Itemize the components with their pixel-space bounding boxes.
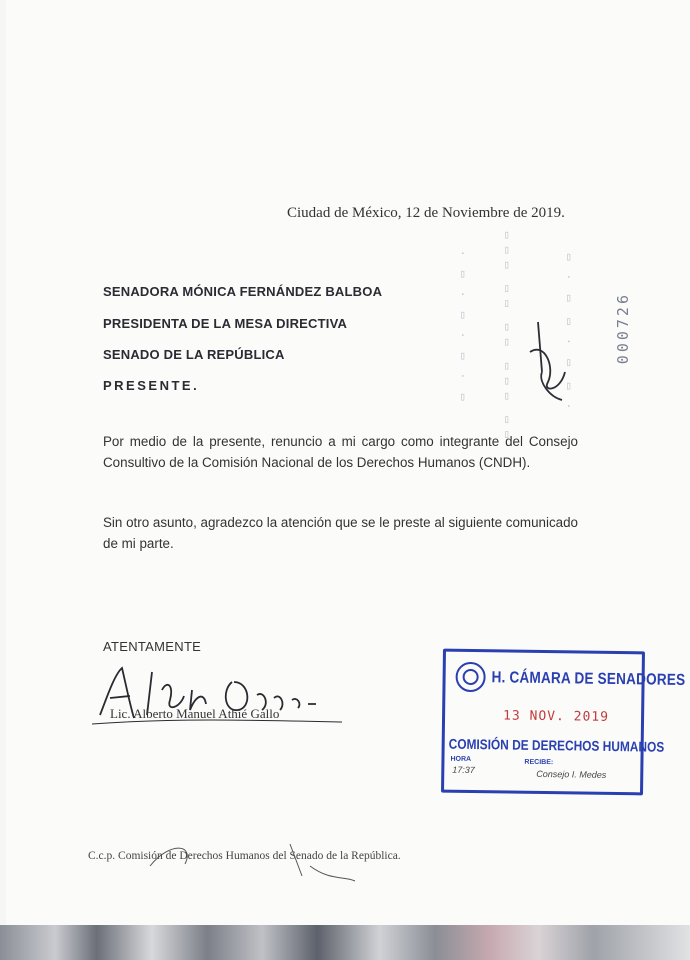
background-surface <box>0 925 690 960</box>
senate-seal-icon <box>455 662 485 692</box>
stamp-hora-label: HORA <box>450 755 472 763</box>
signer-name: Lic. Alberto Manuel Athié Gallo <box>110 706 280 721</box>
stamp-date: 13 NOV. 2019 <box>502 708 610 725</box>
faded-reception-mark: ▯▯▯ ▯▯ ▯▯ ▯▯▯ ▯▯ <box>500 228 513 443</box>
faded-reception-mark: ▯ · ▯ ▯ · ▯ ▯ · <box>562 250 575 412</box>
body-paragraph-2: Sin otro asunto, agradezco la atención que se le preste al siguiente comunicado de mi parte. <box>103 515 578 551</box>
stamp-title: H. CÁMARA DE SENADORES <box>491 669 686 689</box>
recipient-title: PRESIDENTA DE LA MESA DIRECTIVA <box>103 316 348 331</box>
stamp-recibe-value: Consejo I. Medes <box>536 768 607 780</box>
recipient-salutation: PRESENTE. <box>103 378 200 393</box>
stamp-department: COMISIÓN DE DERECHOS HUMANOS <box>448 735 665 755</box>
recipient-name: SENADORA MÓNICA FERNÁNDEZ BALBOA <box>103 284 383 299</box>
reception-stamp <box>441 649 686 796</box>
folio-number: 000726 <box>614 292 632 365</box>
body-paragraph-1: Por medio de la presente, renuncio a mi cargo como integrante del Consejo Consultivo de la Comisión Nacional de los Derechos Humanos (CNDH). <box>103 434 578 470</box>
date-line: Ciudad de México, 12 de Noviembre de 2019. <box>287 205 565 221</box>
carbon-copy-line: C.c.p. Comisión de Derechos Humanos del Senado de la República. <box>88 850 401 862</box>
stamp-hora-value: 17:37 <box>452 764 475 776</box>
stamp-recibe-label: RECIBE: <box>524 758 554 767</box>
faded-reception-mark: · ▯ · ▯ · ▯ · ▯ <box>456 250 469 405</box>
cc-handwritten-mark <box>140 836 360 886</box>
recipient-institution: SENADO DE LA REPÚBLICA <box>103 347 285 362</box>
handwritten-initial <box>520 312 570 402</box>
closing: ATENTAMENTE <box>103 639 202 654</box>
